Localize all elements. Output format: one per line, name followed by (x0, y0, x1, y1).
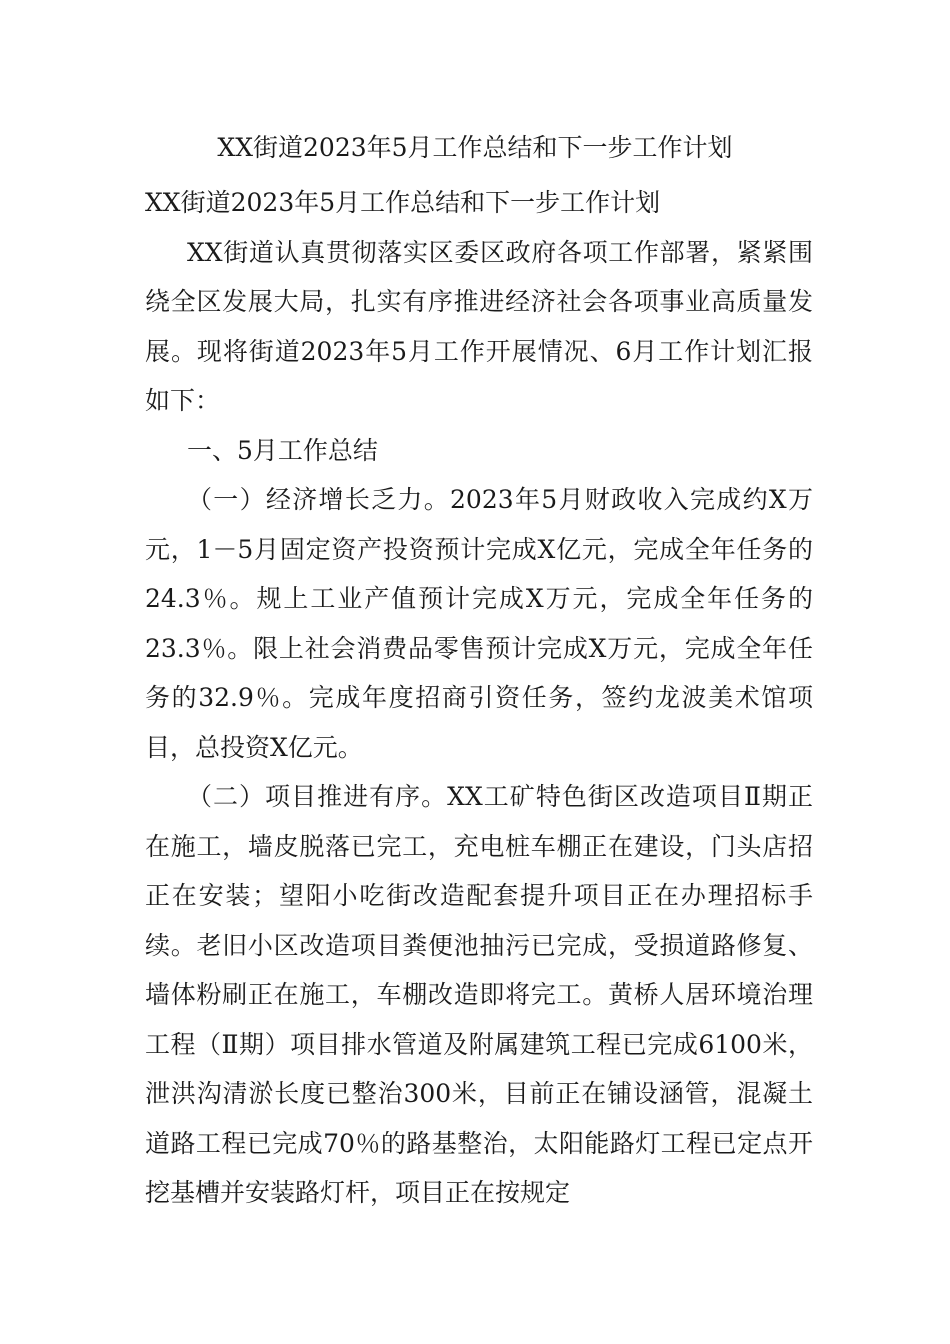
economy-paragraph: （一）经济增长乏力。2023年5月财政收入完成约X万元，1－5月固定资产投资预计完成X亿元，完成全年任务的24.3％。规上工业产值预计完成X万元，完成全年任务的23.3％。限上社会消费品零售预计完成X万元，完成全年任务的32.9％。完成年度招商引资任务，签约龙波美术馆项目，总投资X亿元。 (145, 485, 813, 762)
intro-paragraph: XX街道认真贯彻落实区委区政府各项工作部署，紧紧围绕全区发展大局，扎实有序推进经济社会各项事业高质量发展。现将街道2023年5月工作开展情况、6月工作计划汇报如下： (145, 237, 813, 415)
document-body (145, 178, 813, 1218)
document-subtitle: XX街道2023年5月工作总结和下一步工作计划 (145, 188, 661, 217)
section-heading-may-summary: 一、5月工作总结 (187, 435, 378, 465)
projects-paragraph: （二）项目推进有序。XX工矿特色街区改造项目Ⅱ期正在施工，墙皮脱落已完工，充电桩车棚正在建设，门头店招正在安装；望阳小吃街改造配套提升项目正在办理招标手续。老旧小区改造项目粪便池抽污已完成，受损道路修复、墙体粉刷正在施工，车棚改造即将完工。黄桥人居环境治理工程（Ⅱ期）项目排水管道及附属建筑工程已完成6100米，泄洪沟清淤长度已整治300米，目前正在铺设涵管，混凝土道路工程已完成70％的路基整治，太阳能路灯工程已定点开挖基槽并安装路灯杆，项目正在按规定 (145, 782, 813, 1207)
document-title: XX街道2023年5月工作总结和下一步工作计划 (217, 133, 733, 162)
